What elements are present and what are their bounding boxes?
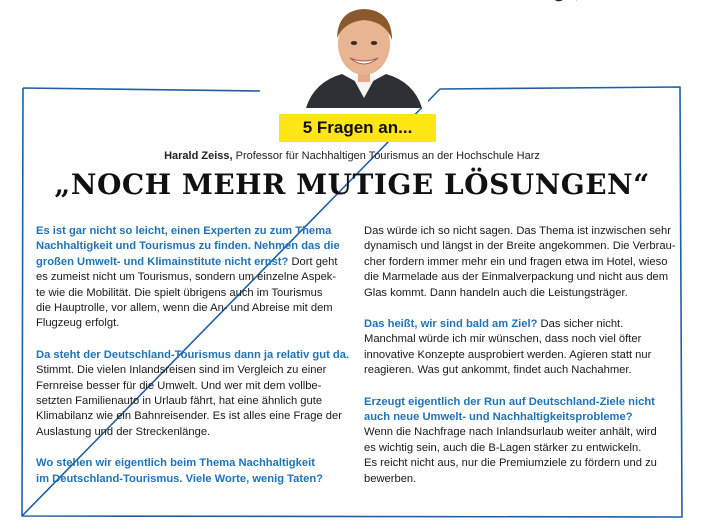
answer-line: cher fordern immer mehr ein und fragen etwa im Hotel, wieso <box>364 255 668 268</box>
question-line: großen Umwelt- und Klimainstitute nicht ernst? <box>36 255 289 268</box>
question-line: im Deutschland-Tourismus. Viele Worte, wenig Taten? <box>36 472 323 485</box>
question-line: auch neue Umwelt- und Nachhaltigkeitsprobleme? <box>364 411 633 424</box>
byline <box>0 150 704 162</box>
answer-line: Stimmt. Die vielen Inlandsreisen sind im Vergleich zu einer <box>36 364 327 377</box>
answer-line: die Hauptrolle, vor allem, wenn die An- und Abreise mit dem <box>36 302 333 315</box>
column-left <box>36 224 350 503</box>
answer-line: die Marmelade aus der Einmalverpackung und nicht aus dem <box>364 271 669 284</box>
byline-name: Harald Zeiss, <box>164 150 233 162</box>
qa-block <box>364 317 672 379</box>
qa-block <box>364 395 672 487</box>
answer-line: dynamisch und längst in der Breite angekommen. Die Verbrau- <box>364 240 676 253</box>
question-line: Da steht der Deutschland-Tourismus dann ja relativ gut da. <box>36 348 350 361</box>
answer-line: te wie die Mobilität. Die spielt übrigens auch im Tourismus <box>36 286 323 299</box>
answer-line: es wichtig sein, auch die B-Lagen stärker zu entwickeln. <box>364 441 642 454</box>
question-line: Nachhaltigkeit und Tourismus zu finden. Nehmen das die <box>36 240 340 253</box>
answer-line: reagieren. Was gut ankommt, findet auch Nachahmer. <box>364 364 632 377</box>
qa-block <box>36 456 341 487</box>
headline: „NOCH MEHR MUTIGE LÖSUNGEN“ <box>54 168 650 201</box>
answer-line: Fernreise besser für die Umwelt. Und wer mit dem vollbe- <box>36 379 322 392</box>
answer-line: Wenn die Nachfrage nach Inlandsurlaub weiter anhält, wird <box>364 426 657 439</box>
answer-line: Flugzeug erfolgt. <box>36 317 120 330</box>
answer-line: Das sicher nicht. <box>537 318 624 331</box>
answer-line: Das würde ich so nicht sagen. Das Thema ist inzwischen sehr <box>364 225 671 237</box>
answer-line: Auslastung und der Streckenlänge. <box>36 425 211 438</box>
qa-block <box>36 224 341 332</box>
answer-line: innovative Konzepte ausprobiert werden. Agieren statt nur <box>364 348 652 361</box>
question-line: Wo stehen wir eigentlich beim Thema Nachhaltigkeit <box>36 457 315 470</box>
answer-line: Es reicht nicht aus, nur die Premiumziele zu fördern und zu <box>364 457 657 470</box>
column-right <box>364 224 676 503</box>
doodle-decoration <box>550 0 580 6</box>
answer-line: Dort geht <box>288 255 338 268</box>
question-line: Es ist gar nicht so leicht, einen Experten zu zum Thema <box>36 225 332 237</box>
section-tag: 5 Fragen an... <box>279 114 436 142</box>
answer-line: setzten Familienauto in Urlaub fährt, hat eine ähnlich gute <box>36 395 323 408</box>
answer-line: Klimabilanz wie ein Bahnreisender. Es ist alles eine Frage der <box>36 410 342 423</box>
portrait-photo <box>300 0 428 108</box>
byline-role: Professor für Nachhaltigen Tourismus an der Hochschule Harz <box>232 150 540 162</box>
question-line: Das heißt, wir sind bald am Ziel? <box>364 318 538 331</box>
answer-line: Glas kommt. Dann handeln auch die Leistungsträger. <box>364 286 628 299</box>
answer-line: es zumeist nicht um Tourismus, sondern um einzelne Aspek- <box>36 271 337 284</box>
qa-block <box>364 224 676 301</box>
answer-line: bewerben. <box>364 472 417 485</box>
qa-block <box>36 348 350 440</box>
answer-line: Manchmal würde ich mir wünschen, dass noch viel öfter <box>364 333 642 346</box>
question-line: Erzeugt eigentlich der Run auf Deutschland-Ziele nicht <box>364 395 655 408</box>
